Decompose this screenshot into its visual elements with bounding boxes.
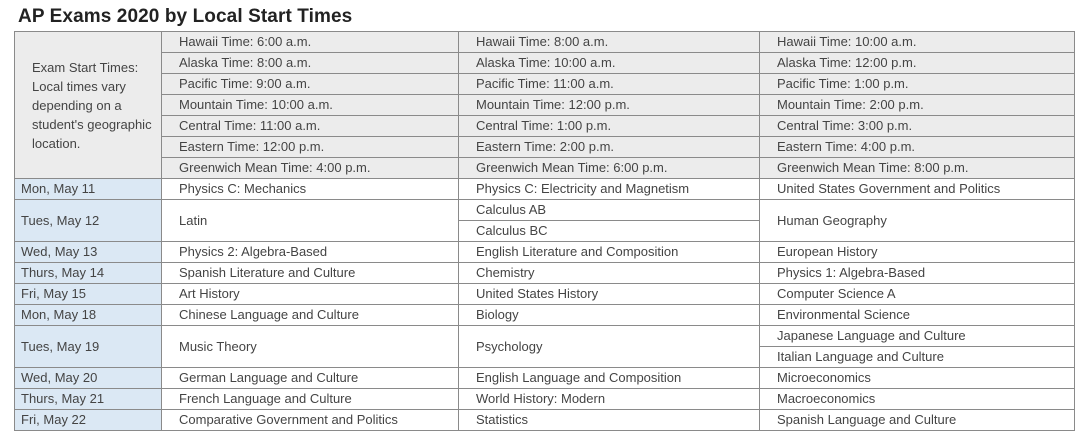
exam-date: Wed, May 20 bbox=[15, 368, 162, 389]
time-zone-cell: Pacific Time: 9:00 a.m. bbox=[162, 74, 459, 95]
exam-date: Thurs, May 14 bbox=[15, 263, 162, 284]
page-title: AP Exams 2020 by Local Start Times bbox=[18, 6, 353, 27]
exam-date: Tues, May 12 bbox=[15, 200, 162, 242]
exam-date: Thurs, May 21 bbox=[15, 389, 162, 410]
exam-cell: Japanese Language and Culture bbox=[760, 326, 1075, 347]
time-zone-cell: Alaska Time: 12:00 p.m. bbox=[760, 53, 1075, 74]
time-zone-cell: Mountain Time: 12:00 p.m. bbox=[459, 95, 760, 116]
exam-cell: Physics 1: Algebra-Based bbox=[760, 263, 1075, 284]
exam-date: Tues, May 19 bbox=[15, 326, 162, 368]
table-row bbox=[15, 368, 1075, 389]
exam-cell: Statistics bbox=[459, 410, 760, 431]
exam-date: Mon, May 11 bbox=[15, 179, 162, 200]
exam-cell: Microeconomics bbox=[760, 368, 1075, 389]
time-zone-cell: Greenwich Mean Time: 4:00 p.m. bbox=[162, 158, 459, 179]
time-zone-row bbox=[15, 53, 1075, 74]
time-zone-cell: Eastern Time: 4:00 p.m. bbox=[760, 137, 1075, 158]
exam-cell: Latin bbox=[162, 200, 459, 242]
time-zone-cell: Hawaii Time: 6:00 a.m. bbox=[162, 32, 459, 53]
exam-cell: United States Government and Politics bbox=[760, 179, 1075, 200]
exam-cell: Music Theory bbox=[162, 326, 459, 368]
table-row bbox=[15, 326, 1075, 347]
time-zone-cell: Eastern Time: 2:00 p.m. bbox=[459, 137, 760, 158]
time-zone-cell: Greenwich Mean Time: 8:00 p.m. bbox=[760, 158, 1075, 179]
time-zone-cell: Alaska Time: 8:00 a.m. bbox=[162, 53, 459, 74]
time-zone-cell: Central Time: 3:00 p.m. bbox=[760, 116, 1075, 137]
time-zone-cell: Mountain Time: 10:00 a.m. bbox=[162, 95, 459, 116]
exam-cell: English Literature and Composition bbox=[459, 242, 760, 263]
time-zone-cell: Eastern Time: 12:00 p.m. bbox=[162, 137, 459, 158]
exam-cell: Calculus BC bbox=[459, 221, 760, 242]
exam-date: Fri, May 15 bbox=[15, 284, 162, 305]
time-zone-cell: Central Time: 1:00 p.m. bbox=[459, 116, 760, 137]
table-row bbox=[15, 179, 1075, 200]
exam-cell: Human Geography bbox=[760, 200, 1075, 242]
time-zone-cell: Greenwich Mean Time: 6:00 p.m. bbox=[459, 158, 760, 179]
table-row bbox=[15, 263, 1075, 284]
time-zone-row bbox=[15, 158, 1075, 179]
exam-schedule-table bbox=[14, 31, 1075, 431]
table-row bbox=[15, 242, 1075, 263]
header-note: Exam Start Times: Local times vary depending on a student's geographic location. bbox=[15, 32, 162, 179]
exam-cell: Chinese Language and Culture bbox=[162, 305, 459, 326]
exam-cell: Calculus AB bbox=[459, 200, 760, 221]
exam-cell: Environmental Science bbox=[760, 305, 1075, 326]
exam-cell: Spanish Language and Culture bbox=[760, 410, 1075, 431]
exam-cell: United States History bbox=[459, 284, 760, 305]
exam-cell: World History: Modern bbox=[459, 389, 760, 410]
exam-cell: Italian Language and Culture bbox=[760, 347, 1075, 368]
exam-cell: English Language and Composition bbox=[459, 368, 760, 389]
table-row bbox=[15, 410, 1075, 431]
exam-cell: Chemistry bbox=[459, 263, 760, 284]
exam-cell: Psychology bbox=[459, 326, 760, 368]
exam-cell: German Language and Culture bbox=[162, 368, 459, 389]
exam-cell: Comparative Government and Politics bbox=[162, 410, 459, 431]
exam-cell: Art History bbox=[162, 284, 459, 305]
exam-cell: Computer Science A bbox=[760, 284, 1075, 305]
time-zone-row bbox=[15, 95, 1075, 116]
exam-cell: Spanish Literature and Culture bbox=[162, 263, 459, 284]
time-zone-cell: Alaska Time: 10:00 a.m. bbox=[459, 53, 760, 74]
time-zone-cell: Central Time: 11:00 a.m. bbox=[162, 116, 459, 137]
table-row bbox=[15, 305, 1075, 326]
exam-cell: Macroeconomics bbox=[760, 389, 1075, 410]
exam-cell: French Language and Culture bbox=[162, 389, 459, 410]
exam-cell: European History bbox=[760, 242, 1075, 263]
table-row bbox=[15, 284, 1075, 305]
time-zone-row bbox=[15, 32, 1075, 53]
time-zone-cell: Hawaii Time: 10:00 a.m. bbox=[760, 32, 1075, 53]
table-row bbox=[15, 389, 1075, 410]
exam-date: Wed, May 13 bbox=[15, 242, 162, 263]
time-zone-row bbox=[15, 74, 1075, 95]
time-zone-cell: Hawaii Time: 8:00 a.m. bbox=[459, 32, 760, 53]
exam-cell: Physics C: Electricity and Magnetism bbox=[459, 179, 760, 200]
time-zone-row bbox=[15, 116, 1075, 137]
table-row bbox=[15, 200, 1075, 221]
time-zone-cell: Pacific Time: 1:00 p.m. bbox=[760, 74, 1075, 95]
exam-date: Fri, May 22 bbox=[15, 410, 162, 431]
time-zone-cell: Pacific Time: 11:00 a.m. bbox=[459, 74, 760, 95]
exam-cell: Biology bbox=[459, 305, 760, 326]
time-zone-cell: Mountain Time: 2:00 p.m. bbox=[760, 95, 1075, 116]
exam-cell: Physics C: Mechanics bbox=[162, 179, 459, 200]
time-zone-row bbox=[15, 137, 1075, 158]
exam-date: Mon, May 18 bbox=[15, 305, 162, 326]
exam-cell: Physics 2: Algebra-Based bbox=[162, 242, 459, 263]
